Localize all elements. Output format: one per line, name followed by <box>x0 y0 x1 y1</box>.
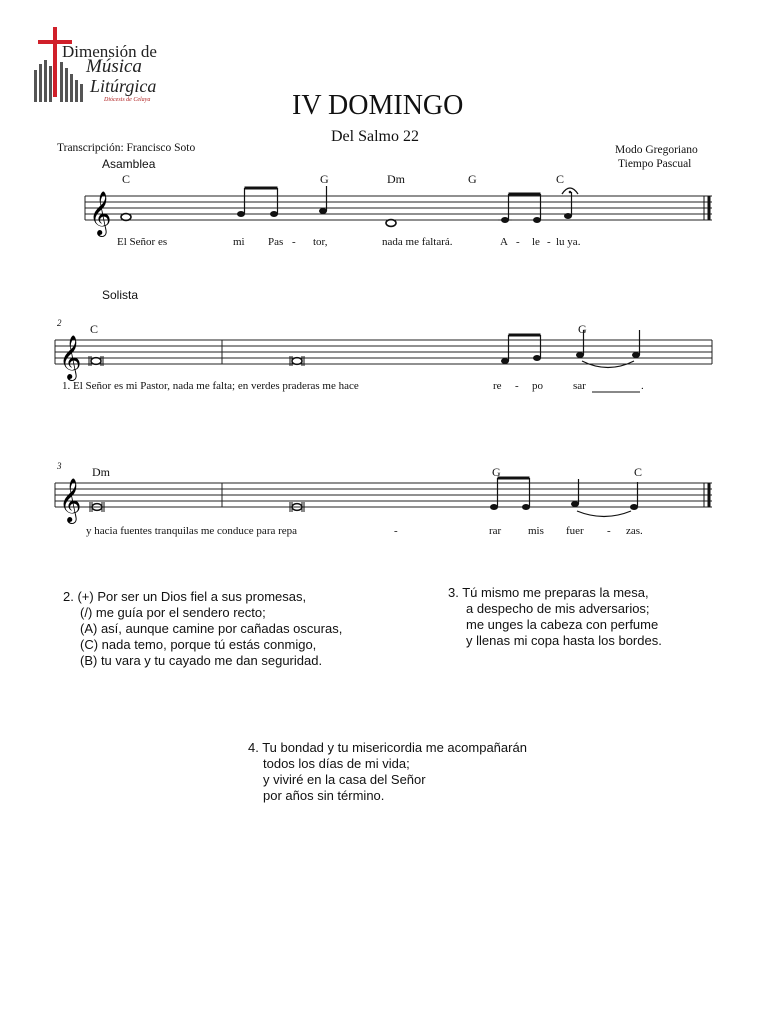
chord: Dm <box>92 465 110 479</box>
chord: G <box>468 172 477 186</box>
verse-line: y viviré en la casa del Señor <box>263 772 426 787</box>
measure-number: 3 <box>57 461 62 471</box>
verse-line: (B) tu vara y tu cayado me dan seguridad. <box>80 653 323 668</box>
lyric: - <box>547 236 551 248</box>
verse-line: (C) nada temo, porque tú estás conmigo, <box>80 637 317 652</box>
lyric: mi <box>233 236 245 248</box>
treble-clef-icon: 𝄞 <box>89 191 112 235</box>
chord: G <box>578 322 587 336</box>
role-solista: Solista <box>102 288 139 302</box>
lyric: . <box>641 380 644 392</box>
transcription-credit: Transcripción: Francisco Soto <box>57 142 196 154</box>
verse-3 <box>448 585 662 649</box>
lyric: Pas <box>268 236 284 248</box>
verse-line: me unges la cabeza con perfume <box>466 617 659 632</box>
lyric: - <box>515 380 519 392</box>
lyric: tor, <box>313 236 328 248</box>
lyric: sar <box>573 380 586 392</box>
lyric: 1. El Señor es mi Pastor, nada me falta; en verdes praderas me hace <box>62 380 359 392</box>
verse-line: (/) me guía por el sendero recto; <box>80 605 266 620</box>
lyric: po <box>532 380 543 392</box>
logo-line2: Música <box>86 56 142 77</box>
mode-label: Modo Gregoriano <box>615 144 698 156</box>
verse-line: 4. Tu bondad y tu misericordia me acompañarán <box>248 740 527 755</box>
lyric: re <box>493 380 502 392</box>
chord: C <box>122 172 131 186</box>
verse-line: por años sin término. <box>263 788 385 803</box>
staff-lines <box>55 483 712 507</box>
verse-line: a despecho de mis adversarios; <box>466 601 650 616</box>
logo-line3: Litúrgica <box>90 76 157 96</box>
lyric: El Señor es <box>117 236 168 248</box>
role-asamblea: Asamblea <box>102 157 156 171</box>
season-label: Tiempo Pascual <box>618 158 692 170</box>
lyric: - <box>516 236 520 248</box>
lyric: lu ya. <box>556 236 581 248</box>
treble-clef-icon: 𝄞 <box>59 478 82 522</box>
measure-number: 2 <box>57 318 62 328</box>
chord: C <box>556 172 565 186</box>
verse-line: 3. Tú mismo me preparas la mesa, <box>448 585 649 600</box>
chord: G <box>320 172 329 186</box>
lyric: fuer <box>566 525 584 537</box>
page-subtitle: Del Salmo 22 <box>331 128 419 145</box>
treble-clef-icon: 𝄞 <box>59 335 82 379</box>
lyric: y hacia fuentes tranquilas me conduce para repa <box>86 525 298 537</box>
lyric: A <box>500 236 508 248</box>
verse-line: 2. (+) Por ser un Dios fiel a sus promesas, <box>63 589 307 604</box>
lyric: - <box>394 525 398 537</box>
chord: C <box>634 465 643 479</box>
verse-2 <box>63 589 342 669</box>
lyric: le <box>532 236 540 248</box>
logo-tagline: Diócesis de Celaya <box>104 97 151 103</box>
chord: G <box>492 465 501 479</box>
chord: C <box>90 322 99 336</box>
slur <box>577 511 631 517</box>
lyric: rar <box>489 525 502 537</box>
quarter-note <box>630 482 638 510</box>
lyric: nada me faltará. <box>382 236 453 248</box>
logo-line1: Dimensión de <box>62 42 157 61</box>
lyric: mis <box>528 525 544 537</box>
verse-line: (A) así, aunque camine por cañadas oscuras, <box>80 621 343 636</box>
page-title: IV DOMINGO <box>292 90 464 121</box>
verse-line: y llenas mi copa hasta los bordes. <box>466 633 662 648</box>
chord: Dm <box>387 172 405 186</box>
verse-4 <box>248 740 527 804</box>
lyric: - <box>292 236 296 248</box>
verse-line: todos los días de mi vida; <box>263 756 410 771</box>
lyric: - <box>607 525 611 537</box>
lyric: zas. <box>626 525 643 537</box>
